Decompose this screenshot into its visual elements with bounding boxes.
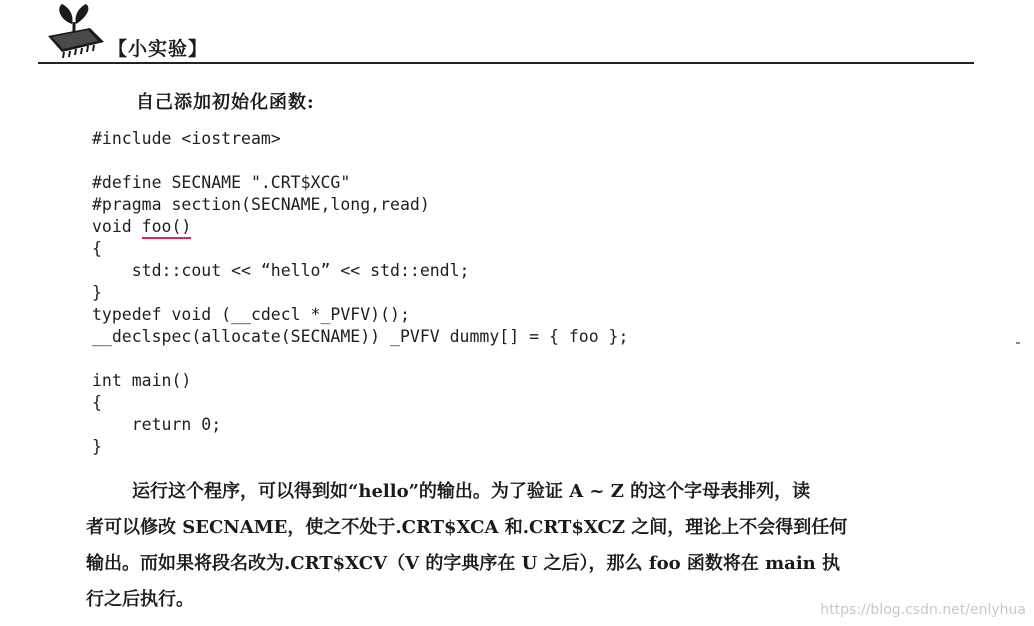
code-line bbox=[92, 150, 628, 172]
code-line: std::cout << “hello” << std::endl; bbox=[92, 261, 470, 280]
code-line bbox=[92, 348, 628, 370]
chip-sprout-icon bbox=[42, 2, 108, 60]
code-line: } bbox=[92, 437, 102, 456]
paragraph-line: 输出。而如果将段名改为.CRT$XCV（V 的字典序在 U 之后），那么 foo 函数将在 main 执 bbox=[86, 553, 841, 574]
code-line: __declspec(allocate(SECNAME)) _PVFV dummy[] = { foo }; bbox=[92, 327, 629, 346]
header-divider bbox=[38, 62, 974, 64]
highlighted-foo: foo() bbox=[142, 217, 192, 239]
code-line: return 0; bbox=[92, 415, 222, 434]
code-line: int main() bbox=[92, 371, 192, 390]
section-header bbox=[0, 0, 1034, 68]
paragraph-line: 者可以修改 SECNAME，使之不处于.CRT$XCA 和.CRT$XCZ 之间，理论上不会得到任何 bbox=[86, 517, 848, 538]
paragraph-line: 行之后执行。 bbox=[86, 589, 194, 610]
code-line: typedef void (__cdecl *_PVFV)(); bbox=[92, 305, 410, 324]
paragraph-line: 运行这个程序，可以得到如“hello”的输出。为了验证 A ~ Z 的这个字母表排列，读 bbox=[132, 481, 811, 502]
explanation-paragraph bbox=[86, 474, 976, 618]
code-line: #define SECNAME ".CRT$XCG" bbox=[92, 173, 351, 192]
code-block bbox=[92, 128, 628, 458]
code-line-highlighted: void foo() bbox=[92, 216, 628, 238]
code-line: { bbox=[92, 393, 102, 412]
intro-text: 自己添加初始化函数: bbox=[136, 92, 315, 113]
section-title: 【小实验】 bbox=[108, 38, 209, 60]
code-line: } bbox=[92, 283, 102, 302]
watermark: https://blog.csdn.net/enlyhua bbox=[820, 602, 1026, 618]
scan-artifact bbox=[1016, 342, 1020, 344]
code-line: #pragma section(SECNAME,long,read) bbox=[92, 195, 430, 214]
code-line: #include <iostream> bbox=[92, 129, 281, 148]
code-line: { bbox=[92, 239, 102, 258]
